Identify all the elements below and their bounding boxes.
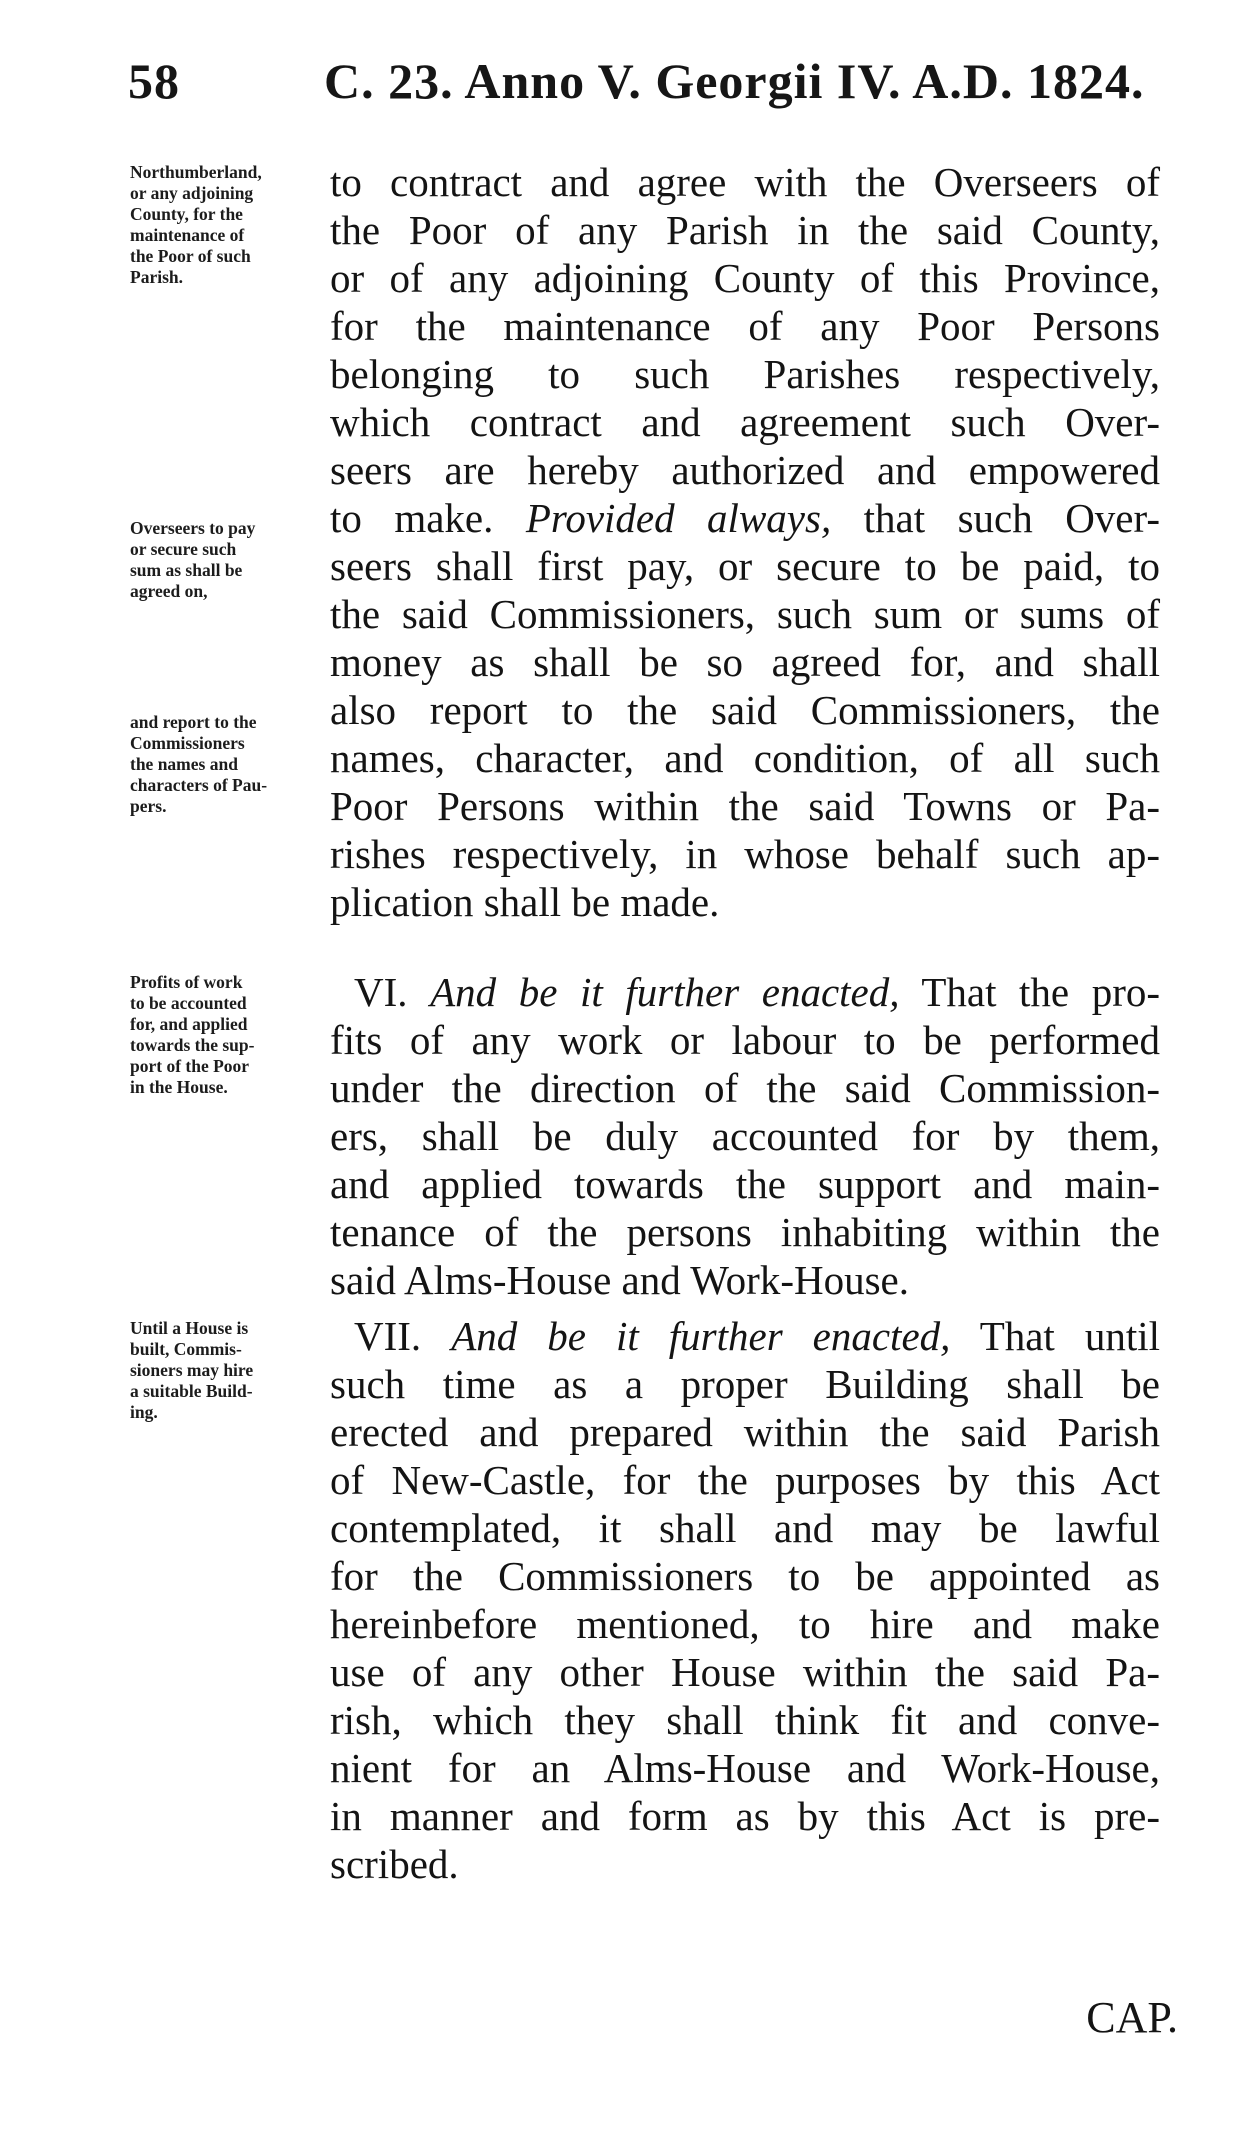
section-7 — [330, 1312, 1160, 1888]
text-line: for the Commissioners to be appointed as — [330, 1553, 1160, 1599]
text-line: rishes respectively, in whose behalf such ap- — [330, 831, 1160, 877]
text-line: of New-Castle, for the purposes by this Act — [330, 1457, 1160, 1503]
margin-note-line: Parish. — [130, 267, 183, 287]
text-line: to contract and agree with the Overseers of — [330, 159, 1160, 205]
text-line: under the direction of the said Commission- — [330, 1065, 1160, 1111]
text-line: plication shall be made. — [330, 879, 720, 925]
section-number: VI. — [354, 969, 408, 1015]
margin-note-line: or any adjoining — [130, 183, 254, 203]
margin-note-line: sum as shall be — [130, 560, 243, 580]
margin-note-line: characters of Pau- — [130, 775, 268, 795]
margin-note-line: and report to the — [130, 712, 257, 732]
text-line: belonging to such Parishes respectively, — [330, 351, 1160, 397]
text-line: money as shall be so agreed for, and shall — [330, 639, 1160, 685]
paragraph-continuation — [330, 158, 1160, 926]
margin-note-line: the Poor of such — [130, 246, 251, 266]
margin-note — [130, 518, 330, 602]
text-line-proviso — [330, 494, 1160, 542]
margin-note-line: agreed on, — [130, 581, 208, 601]
text-fragment: to make. — [330, 495, 494, 541]
margin-note-line: the names and — [130, 754, 238, 774]
margin-note-line: to be accounted — [130, 993, 247, 1013]
text-line: and applied towards the support and main- — [330, 1161, 1160, 1207]
margin-note — [130, 972, 330, 1098]
margin-note-line: or secure such — [130, 539, 237, 559]
text-line: names, character, and condition, of all such — [330, 735, 1160, 781]
catchword: CAP. — [1086, 1993, 1178, 2042]
text-line: contemplated, it shall and may be lawful — [330, 1505, 1160, 1551]
margin-note-line: towards the sup- — [130, 1035, 255, 1055]
running-header — [128, 52, 1168, 122]
margin-note-line: maintenance of — [130, 225, 245, 245]
margin-note-line: Overseers to pay — [130, 518, 256, 538]
margin-note-line: port of the Poor — [130, 1056, 250, 1076]
text-line: or of any adjoining County of this Province, — [330, 255, 1160, 301]
text-fragment: That the pro- — [921, 969, 1161, 1015]
text-line: fits of any work or labour to be performed — [330, 1017, 1160, 1063]
text-line: nient for an Alms-House and Work-House, — [330, 1745, 1160, 1791]
proviso-words: Provided always, — [525, 495, 832, 541]
margin-note-line: built, Commis- — [130, 1339, 242, 1359]
running-title: C. 23. Anno V. Georgii IV. A.D. 1824. — [324, 53, 1145, 109]
section-6 — [330, 968, 1160, 1304]
margin-note-line: ing. — [130, 1402, 158, 1422]
section-first-line — [330, 968, 1160, 1016]
text-line: hereinbefore mentioned, to hire and make — [330, 1601, 1160, 1647]
text-line: Poor Persons within the said Towns or Pa- — [330, 783, 1160, 829]
margin-note-line: pers. — [130, 796, 167, 816]
margin-note-line: Until a House is — [130, 1318, 249, 1338]
text-line: for the maintenance of any Poor Persons — [330, 303, 1160, 349]
margin-note-line: for, and applied — [130, 1014, 248, 1034]
margin-note — [130, 162, 330, 288]
text-fragment: That until — [979, 1313, 1161, 1359]
margin-note — [130, 1318, 330, 1423]
margin-note — [130, 712, 330, 817]
text-line: tenance of the persons inhabiting within the — [330, 1209, 1160, 1255]
margin-note-line: Profits of work — [130, 972, 243, 992]
text-line: seers are hereby authorized and empowered — [330, 447, 1160, 493]
margin-note-line: Commissioners — [130, 733, 245, 753]
text-line: the Poor of any Parish in the said County, — [330, 207, 1160, 253]
enacting-words: And be it further enacted, — [430, 969, 900, 1015]
text-line: said Alms-House and Work-House. — [330, 1257, 909, 1303]
margin-note-line: Northumberland, — [130, 162, 262, 182]
text-line: rish, which they shall think fit and conve- — [330, 1697, 1160, 1743]
margin-note-line: in the House. — [130, 1077, 228, 1097]
page-number: 58 — [128, 53, 180, 109]
margin-note-line: sioners may hire — [130, 1360, 254, 1380]
text-line: erected and prepared within the said Parish — [330, 1409, 1160, 1455]
section-first-line — [330, 1312, 1160, 1360]
text-line: such time as a proper Building shall be — [330, 1361, 1160, 1407]
text-line: scribed. — [330, 1841, 459, 1887]
text-line: seers shall first pay, or secure to be paid, to — [330, 543, 1160, 589]
text-line: the said Commissioners, such sum or sums of — [330, 591, 1160, 637]
text-line: which contract and agreement such Over- — [330, 399, 1160, 445]
enacting-words: And be it further enacted, — [451, 1313, 951, 1359]
text-line: in manner and form as by this Act is pre- — [330, 1793, 1160, 1839]
text-line: ers, shall be duly accounted for by them, — [330, 1113, 1160, 1159]
margin-note-line: a suitable Build- — [130, 1381, 253, 1401]
text-fragment: that such Over- — [863, 495, 1160, 541]
text-line: also report to the said Commissioners, the — [330, 687, 1160, 733]
section-number: VII. — [354, 1313, 422, 1359]
margin-note-line: County, for the — [130, 204, 243, 224]
text-line: use of any other House within the said Pa- — [330, 1649, 1160, 1695]
